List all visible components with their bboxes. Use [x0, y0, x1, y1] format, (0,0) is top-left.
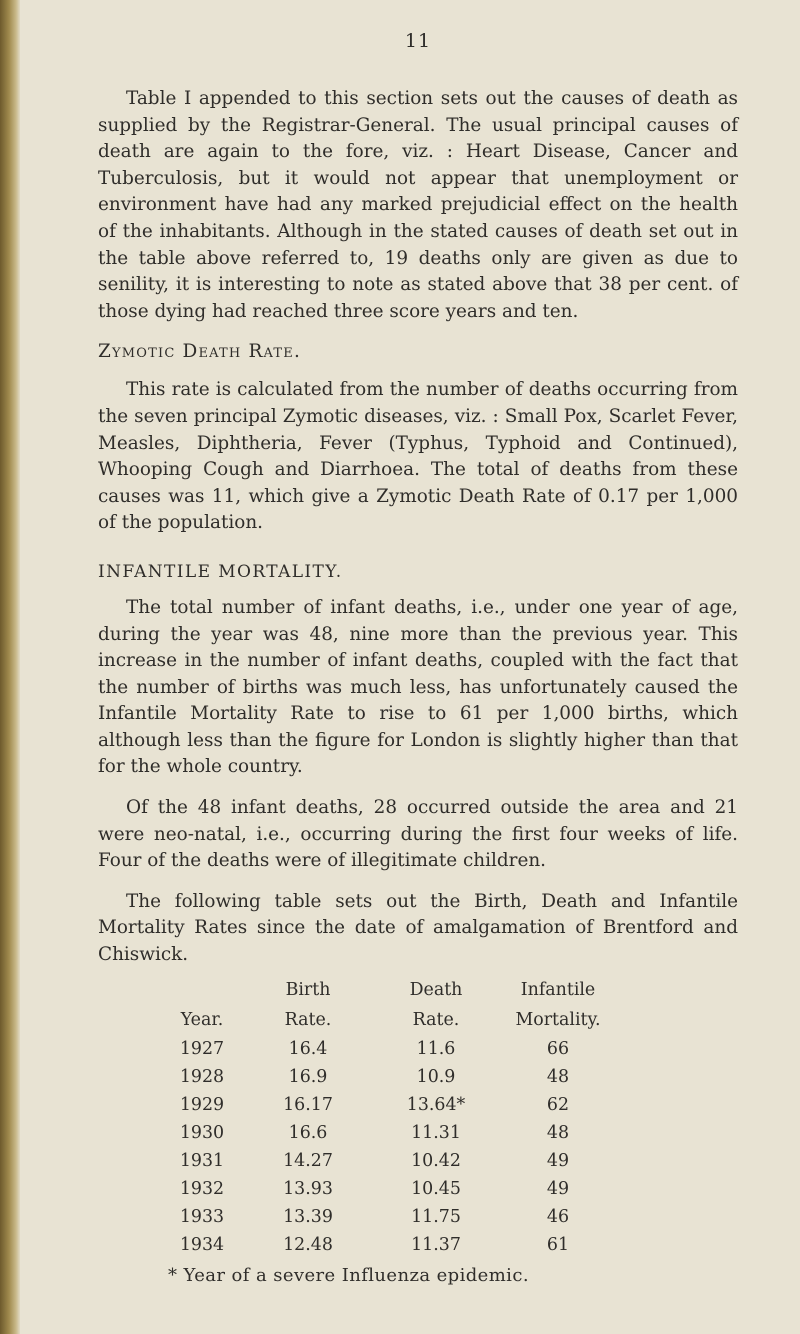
- zymotic-heading: Zymotic Death Rate.: [98, 341, 302, 363]
- table-row: [160, 1091, 616, 1119]
- cell-birth-rate: 12.48: [283, 1234, 333, 1255]
- cell-birth-rate: 14.27: [283, 1150, 333, 1171]
- header-infantile-mortality: Mortality.: [515, 1009, 601, 1030]
- cell-year: 1927: [179, 1038, 225, 1059]
- cell-death-rate: 10.9: [416, 1066, 456, 1087]
- intro-paragraph: Table I appended to this section sets out the causes of death as supplied by the Registrar-General. The usual principal causes of death are again to the fore, viz. : Heart Disease, Cancer and Tuberculosis, but it would not appear that unemployment or environment have had any marked prejudicial effect on the health of the inhabitants. Although in the stated causes of death set out in the table above referred to, 19 deaths only are given as due to senility, it is interesting to note as stated above that 38 per cent. of those dying had reached three score years and ten.: [98, 88, 738, 322]
- rates-table: [160, 975, 616, 1259]
- cell-infantile-mortality: 66: [546, 1038, 570, 1059]
- page-number: 11: [404, 30, 432, 52]
- header-birth-top: Birth: [285, 979, 331, 1000]
- document-page: [98, 30, 738, 1286]
- cell-birth-rate: 13.93: [283, 1178, 333, 1199]
- header-death-rate: Rate.: [412, 1009, 460, 1030]
- table-footnote: * Year of a severe Influenza epidemic.: [168, 1264, 529, 1286]
- infantile-paragraph-2: Of the 48 infant deaths, 28 occurred outside the area and 21 were neo-natal, i.e., occurring during the first four weeks of life. Four of the deaths were of illegitimate children.: [98, 797, 738, 872]
- cell-birth-rate: 16.9: [288, 1066, 328, 1087]
- cell-birth-rate: 16.4: [288, 1038, 328, 1059]
- book-binding-edge: [0, 0, 20, 1334]
- cell-infantile-mortality: 48: [546, 1066, 570, 1087]
- cell-death-rate: 11.31: [411, 1122, 461, 1143]
- cell-infantile-mortality: 61: [546, 1234, 570, 1255]
- cell-birth-rate: 13.39: [283, 1206, 333, 1227]
- table-row: [160, 1063, 616, 1091]
- table-row: [160, 1175, 616, 1203]
- cell-death-rate: 13.64*: [406, 1094, 466, 1115]
- table-row: [160, 1147, 616, 1175]
- cell-death-rate: 11.75: [411, 1206, 461, 1227]
- table-row: [160, 1203, 616, 1231]
- table-header-row-bottom: [160, 1005, 616, 1035]
- cell-death-rate: 10.45: [411, 1178, 461, 1199]
- table-row: [160, 1119, 616, 1147]
- table-row: [160, 1231, 616, 1259]
- cell-year: 1932: [179, 1178, 225, 1199]
- cell-birth-rate: 16.6: [288, 1122, 328, 1143]
- table-intro-paragraph: The following table sets out the Birth, Death and Infantile Mortality Rates since the date of amalgamation of Brentford and Chiswick.: [98, 890, 738, 966]
- cell-infantile-mortality: 49: [546, 1178, 570, 1199]
- cell-birth-rate: 16.17: [283, 1094, 333, 1115]
- header-death-top: Death: [409, 979, 463, 1000]
- cell-year: 1930: [179, 1122, 225, 1143]
- infantile-heading: INFANTILE MORTALITY.: [98, 561, 343, 582]
- cell-death-rate: 11.6: [416, 1038, 456, 1059]
- table-header-row-top: [160, 975, 616, 1005]
- header-year-top: [160, 975, 244, 1005]
- cell-year: 1934: [179, 1234, 225, 1255]
- header-year: Year.: [180, 1009, 224, 1030]
- cell-infantile-mortality: 62: [546, 1094, 570, 1115]
- cell-infantile-mortality: 48: [546, 1122, 570, 1143]
- cell-year: 1928: [179, 1066, 225, 1087]
- header-infantile-top: Infantile: [520, 979, 596, 1000]
- zymotic-paragraph: This rate is calculated from the number of deaths occurring from the seven principal Zymotic diseases, viz. : Small Pox, Scarlet Fever, Measles, Diphtheria, Fever (Typhus, Typhoid and Continued), Whooping Cough and Diarrhoea. The total of deaths from these causes was 11, which give a Zymotic Death Rate of 0.17 per 1,000 of the population.: [98, 379, 738, 534]
- header-birth-rate: Rate.: [284, 1009, 332, 1030]
- cell-death-rate: 11.37: [411, 1234, 461, 1255]
- cell-year: 1929: [179, 1094, 225, 1115]
- infantile-paragraph-1: The total number of infant deaths, i.e., under one year of age, during the year was 48, nine more than the previous year. This increase in the number of infant deaths, coupled with the fact that the number of births was much less, has unfortunately caused the Infantile Mortality Rate to rise to 61 per 1,000 births, which although less than the figure for London is slightly higher than that for the whole country.: [98, 596, 738, 778]
- table-row: [160, 1035, 616, 1063]
- cell-year: 1933: [179, 1206, 225, 1227]
- cell-infantile-mortality: 46: [546, 1206, 570, 1227]
- cell-infantile-mortality: 49: [546, 1150, 570, 1171]
- cell-death-rate: 10.42: [411, 1150, 461, 1171]
- cell-year: 1931: [179, 1150, 225, 1171]
